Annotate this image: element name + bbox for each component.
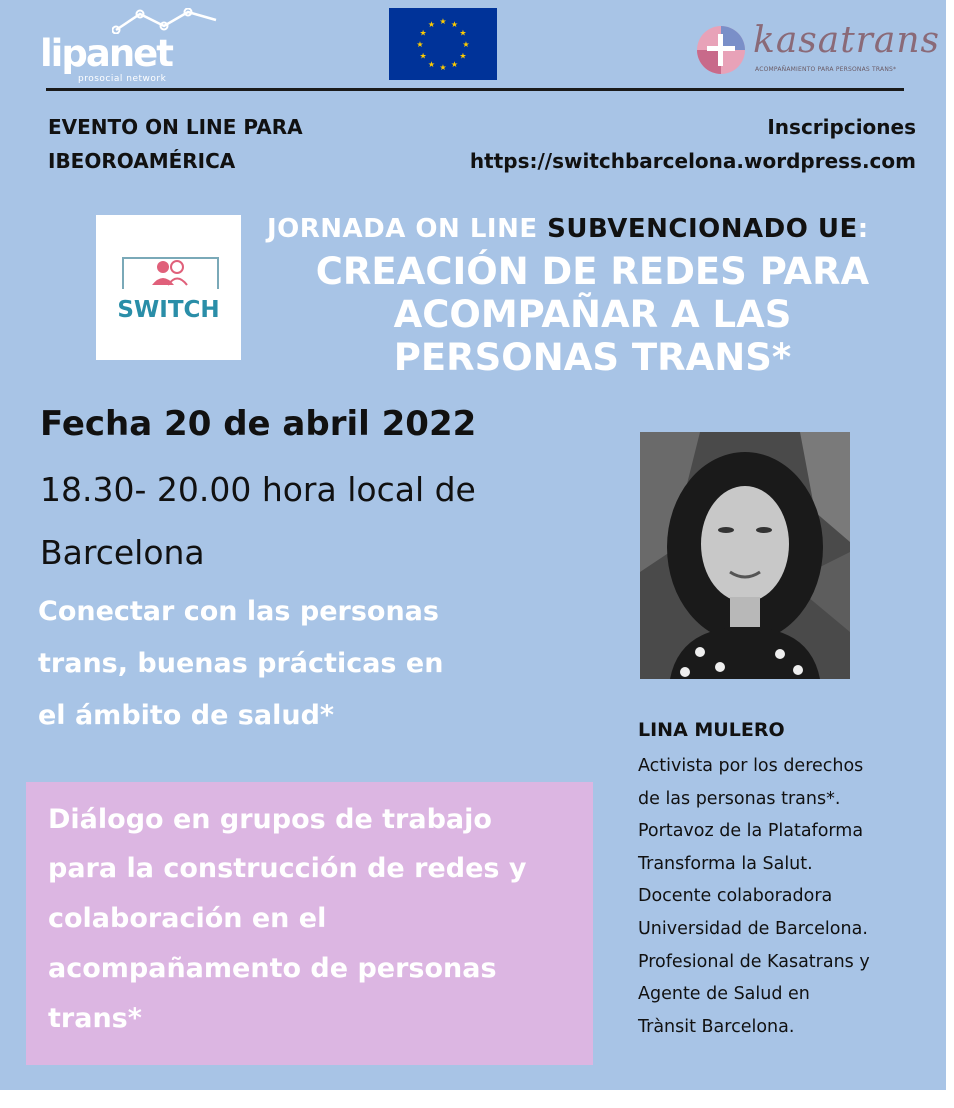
- jornada-heading: [267, 214, 937, 244]
- jornada-suffix: :: [857, 214, 869, 244]
- lipanet-logo: [40, 8, 200, 86]
- people-icon: [150, 259, 190, 287]
- event-time-line1: 18.30- 20.00 hora local de: [40, 470, 476, 509]
- dialog-line: para la construcción de redes y: [48, 853, 527, 884]
- eu-star-icon: ★: [459, 51, 467, 61]
- eu-flag-icon: [389, 8, 497, 80]
- dialog-line: Diálogo en grupos de trabajo: [48, 804, 492, 835]
- eu-stars: [389, 8, 497, 80]
- eu-star-icon: ★: [416, 40, 424, 49]
- inscripciones-url-link[interactable]: https://switchbarcelona.wordpress.com: [469, 149, 916, 173]
- speaker-bio-line: Agente de Salud en: [638, 984, 810, 1004]
- speaker-bio-line: Trànsit Barcelona.: [638, 1017, 795, 1037]
- header-divider: [46, 88, 904, 91]
- event-type-line1: EVENTO ON LINE PARA: [48, 115, 303, 139]
- speaker-portrait: [640, 432, 850, 679]
- speaker-name: LINA MULERO: [638, 719, 785, 741]
- eu-star-icon: ★: [419, 28, 427, 38]
- lipanet-subtitle: prosocial network: [78, 74, 167, 84]
- event-title: [250, 250, 935, 379]
- topic-line: el ámbito de salud*: [38, 700, 335, 731]
- kasatrans-logo: [695, 18, 941, 80]
- speaker-bio-line: de las personas trans*.: [638, 789, 841, 809]
- dialog-line: acompañamento de personas: [48, 953, 497, 984]
- trend-line-icon: [112, 8, 222, 34]
- speaker-bio-line: Portavoz de la Plataforma: [638, 821, 864, 841]
- switch-logo: [96, 215, 241, 360]
- switch-label: SWITCH: [117, 297, 220, 323]
- portrait-illustration: [640, 432, 850, 679]
- eu-star-icon: ★: [450, 59, 459, 69]
- speaker-bio-line: Profesional de Kasatrans y: [638, 952, 870, 972]
- dialog-line: colaboración en el: [48, 903, 327, 934]
- event-type-line2: IBEOROAMÉRICA: [48, 149, 236, 173]
- eu-star-icon: ★: [439, 17, 447, 26]
- speaker-bio-line: Activista por los derechos: [638, 756, 864, 776]
- eu-star-icon: ★: [419, 51, 427, 61]
- kasatrans-emblem-icon: [695, 24, 747, 76]
- event-date: Fecha 20 de abril 2022: [40, 404, 477, 444]
- event-time-line2: Barcelona: [40, 533, 205, 572]
- title-line: CREACIÓN DE REDES PARA: [315, 250, 870, 293]
- speaker-bio-line: Docente colaboradora: [638, 886, 833, 906]
- eu-star-icon: ★: [427, 59, 436, 69]
- eu-star-icon: ★: [450, 20, 459, 30]
- title-line: PERSONAS TRANS*: [393, 336, 792, 379]
- jornada-highlight: SUBVENCIONADO UE: [547, 214, 858, 244]
- dialog-line: trans*: [48, 1003, 142, 1034]
- speaker-bio-line: Transforma la Salut.: [638, 854, 813, 874]
- kasatrans-wordmark: kasatrans: [753, 20, 941, 61]
- eu-star-icon: ★: [439, 63, 447, 72]
- eu-star-icon: ★: [462, 40, 470, 49]
- speaker-bio-line: Universidad de Barcelona.: [638, 919, 868, 939]
- eu-star-icon: ★: [459, 28, 467, 38]
- topic-line: trans, buenas prácticas en: [38, 648, 444, 679]
- topic-line: Conectar con las personas: [38, 596, 439, 627]
- title-line: ACOMPAÑAR A LAS: [393, 293, 792, 336]
- dialog-panel: [26, 782, 593, 1065]
- kasatrans-tagline: ACOMPAÑAMIENTO PARA PERSONAS TRANS*: [755, 66, 897, 73]
- inscripciones-label: Inscripciones: [767, 115, 916, 139]
- jornada-prefix: JORNADA ON LINE: [267, 214, 548, 244]
- eu-star-icon: ★: [427, 20, 436, 30]
- lipanet-wordmark: lipanet: [40, 32, 172, 75]
